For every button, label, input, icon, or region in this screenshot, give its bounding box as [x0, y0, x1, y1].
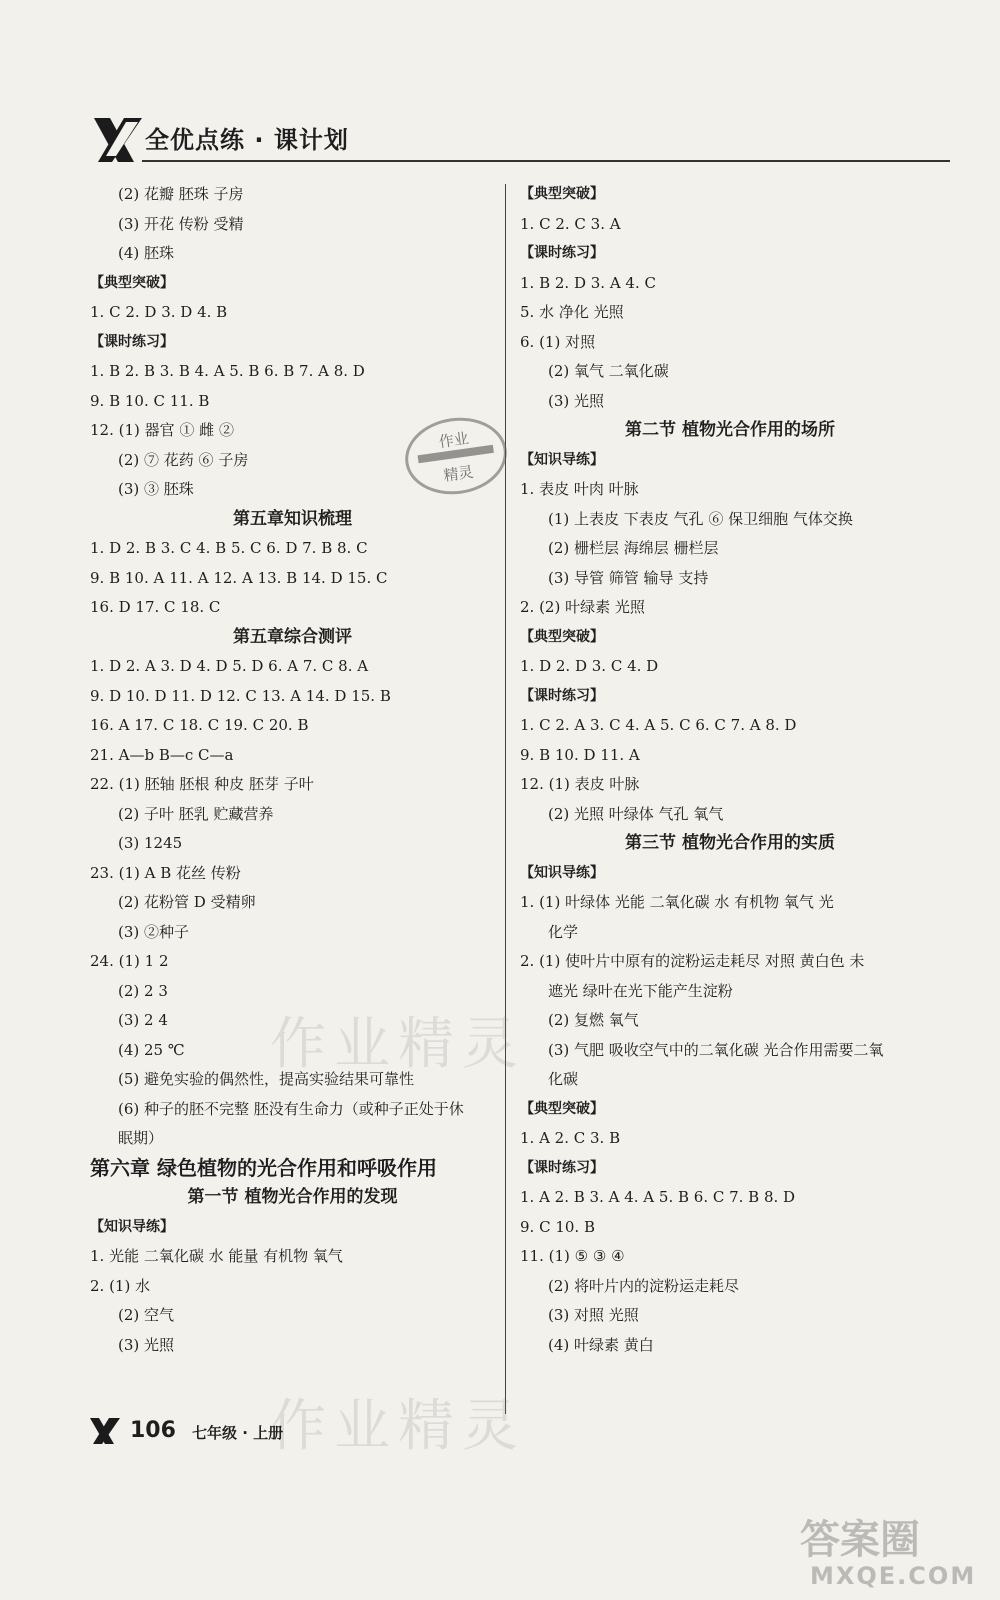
answer-line: 5. 水 净化 光照 — [520, 303, 624, 321]
answer-line: (3) 光照 — [548, 391, 605, 410]
answer-line: 化学 — [548, 922, 579, 941]
answer-line: (2) 花粉管 D 受精卵 — [118, 893, 256, 911]
answer-line: 22. (1) 胚轴 胚根 种皮 胚芽 子叶 — [90, 775, 314, 793]
section-label: 【课时练习】 — [520, 245, 604, 261]
book-title: 全优点练 · 课计划 — [145, 126, 349, 154]
footer-logo-icon — [88, 1414, 122, 1446]
answer-line: 9. B 10. C 11. B — [90, 391, 210, 410]
section-title: 第五章知识梳理 — [233, 508, 352, 529]
answer-line: 1. B 2. B 3. B 4. A 5. B 6. B 7. A 8. D — [90, 362, 365, 380]
answer-line: 2. (2) 叶绿素 光照 — [520, 598, 645, 616]
answer-line: 1. D 2. B 3. C 4. B 5. C 6. D 7. B 8. C — [90, 539, 368, 557]
answer-line: 6. (1) 对照 — [520, 332, 596, 351]
answer-line: 1. D 2. D 3. C 4. D — [520, 657, 659, 675]
left-column — [90, 180, 495, 1360]
answer-line: 9. C 10. B — [520, 1217, 595, 1236]
answer-line: 1. C 2. A 3. C 4. A 5. C 6. C 7. A 8. D — [520, 716, 797, 734]
answer-line: 24. (1) 1 2 — [90, 952, 169, 970]
page-number: 106 — [130, 1418, 176, 1443]
answer-line: (2) 空气 — [118, 1306, 175, 1324]
column-divider — [505, 184, 506, 1414]
page-header — [90, 112, 950, 172]
answer-line: 遮光 绿叶在光下能产生淀粉 — [548, 981, 733, 1000]
section-title: 第六章 绿色植物的光合作用和呼吸作用 — [90, 1155, 437, 1180]
answer-line: (2) 子叶 胚乳 贮藏营养 — [118, 804, 274, 823]
corner-logo-url: MXQE.COM — [810, 1562, 977, 1590]
grade-label: 七年级 · 上册 — [192, 1424, 284, 1442]
answer-line: (6) 种子的胚不完整 胚没有生命力（或种子正处于休 — [118, 1099, 464, 1118]
section-title: 第三节 植物光合作用的实质 — [625, 833, 835, 853]
answer-line: 1. A 2. C 3. B — [520, 1129, 621, 1147]
section-label: 【典型突破】 — [90, 274, 174, 291]
answer-line: (2) 氧气 二氧化碳 — [548, 362, 669, 380]
answer-line: 9. D 10. D 11. D 12. C 13. A 14. D 15. B — [90, 686, 391, 705]
answer-line: 2. (1) 使叶片中原有的淀粉运走耗尽 对照 黄白色 未 — [520, 952, 865, 970]
answer-line: (1) 上表皮 下表皮 气孔 ⑥ 保卫细胞 气体交换 — [548, 509, 853, 528]
answer-line: (2) 栅栏层 海绵层 栅栏层 — [548, 539, 719, 557]
answer-line: (2) 复燃 氧气 — [548, 1011, 639, 1029]
answer-line: 23. (1) A B 花丝 传粉 — [90, 863, 241, 882]
section-title: 第二节 植物光合作用的场所 — [625, 420, 835, 440]
answer-line: (2) 花瓣 胚珠 子房 — [118, 185, 244, 203]
answer-line: (4) 叶绿素 黄白 — [548, 1335, 654, 1354]
answer-line: 2. (1) 水 — [90, 1276, 151, 1295]
answer-line: 12. (1) 表皮 叶脉 — [520, 775, 640, 793]
answer-line: 1. C 2. C 3. A — [520, 214, 621, 233]
answer-line: 1. 光能 二氧化碳 水 能量 有机物 氧气 — [90, 1247, 343, 1265]
answer-line: 1. C 2. D 3. D 4. B — [90, 303, 228, 321]
section-label: 【典型突破】 — [520, 1100, 604, 1117]
answer-line: (3) 对照 光照 — [548, 1306, 639, 1324]
answer-line: 12. (1) 器官 ① 雌 ② — [90, 421, 234, 439]
section-label: 【课时练习】 — [520, 687, 604, 704]
answer-line: 1. B 2. D 3. A 4. C — [520, 273, 656, 292]
answer-line: (2) 光照 叶绿体 气孔 氧气 — [548, 804, 724, 823]
answer-line: (3) 2 4 — [118, 1011, 168, 1029]
answer-line: (3) ③ 胚珠 — [118, 480, 194, 498]
answer-line: 21. A—b B—c C—a — [90, 745, 234, 764]
section-label: 【知识导练】 — [90, 1218, 174, 1235]
answer-line: (3) 1245 — [118, 834, 183, 852]
answer-line: (4) 25 ℃ — [118, 1040, 185, 1059]
section-label: 【课时练习】 — [90, 333, 174, 350]
section-label: 【课时练习】 — [520, 1159, 604, 1176]
answer-line: (3) ②种子 — [118, 922, 190, 941]
stamp-text-top: 作业 — [437, 429, 470, 452]
watermark-text: 作业精灵 — [270, 1012, 526, 1077]
corner-logo-text: 答案圈 — [800, 1517, 920, 1563]
watermark-text: 作业精灵 — [270, 1394, 526, 1459]
answer-line: (2) 将叶片内的淀粉运走耗尽 — [548, 1276, 740, 1295]
answer-line: 眠期） — [118, 1129, 164, 1147]
answer-line: 16. A 17. C 18. C 19. C 20. B — [90, 716, 309, 734]
answer-line: 11. (1) ⑤ ③ ④ — [520, 1247, 625, 1265]
answer-line: (3) 气肥 吸收空气中的二氧化碳 光合作用需要二氧 — [548, 1040, 884, 1059]
answer-line: (3) 导管 筛管 输导 支持 — [548, 568, 709, 587]
answer-line: (2) 2 3 — [118, 981, 168, 1000]
section-label: 【知识导练】 — [520, 451, 604, 468]
answer-line: 1. 表皮 叶肉 叶脉 — [520, 480, 639, 498]
section-label: 【典型突破】 — [520, 186, 604, 202]
answer-line: 9. B 10. D 11. A — [520, 745, 640, 764]
section-title: 第一节 植物光合作用的发现 — [187, 1187, 398, 1207]
section-title: 第五章综合测评 — [233, 626, 352, 647]
answer-line: 化碳 — [548, 1070, 579, 1088]
answer-line: (3) 光照 — [118, 1335, 175, 1354]
corner-watermark-logo — [770, 1490, 1000, 1600]
answer-line: 1. A 2. B 3. A 4. A 5. B 6. C 7. B 8. D — [520, 1188, 796, 1206]
section-label: 【知识导练】 — [520, 864, 604, 881]
stamp-text-bottom: 精灵 — [442, 462, 475, 485]
right-column — [520, 180, 940, 1360]
answer-line: (3) 开花 传粉 受精 — [118, 214, 244, 233]
section-label: 【典型突破】 — [520, 628, 604, 645]
answer-line: (2) ⑦ 花药 ⑥ 子房 — [118, 450, 249, 469]
brand-logo-icon — [90, 112, 146, 168]
answer-line: 1. (1) 叶绿体 光能 二氧化碳 水 有机物 氧气 光 — [520, 893, 834, 911]
answer-line: 9. B 10. A 11. A 12. A 13. B 14. D 15. C — [90, 568, 388, 587]
answer-line: (4) 胚珠 — [118, 244, 175, 262]
answer-line: 16. D 17. C 18. C — [90, 598, 221, 616]
header-rule — [142, 160, 950, 162]
answer-line: 1. D 2. A 3. D 4. D 5. D 6. A 7. C 8. A — [90, 657, 369, 675]
answer-line: (5) 避免实验的偶然性，提高实验结果可靠性 — [118, 1070, 415, 1088]
